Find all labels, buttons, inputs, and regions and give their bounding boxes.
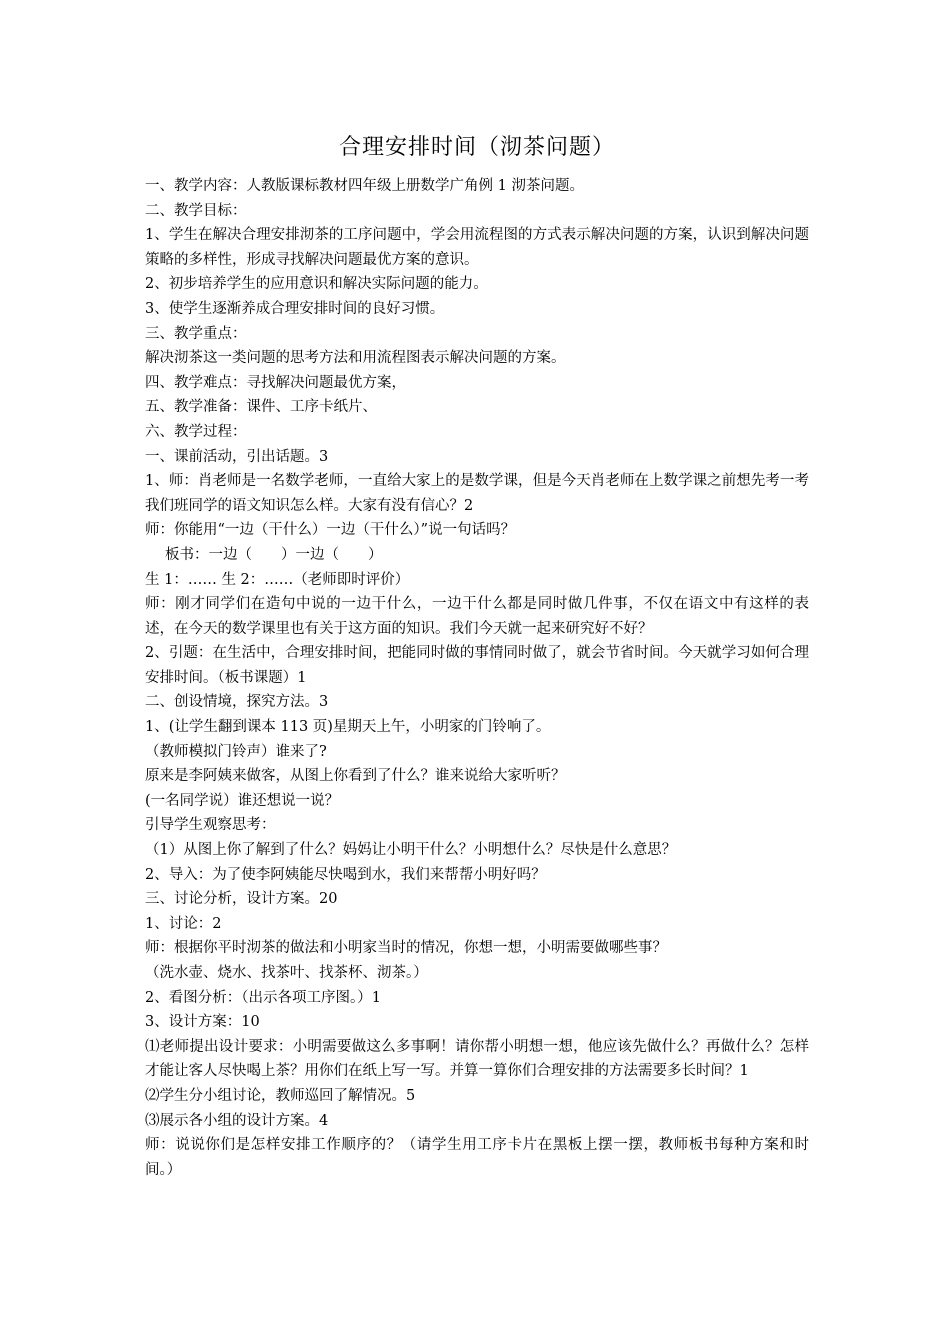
- process-paragraph: 师：说说你们是怎样安排工作顺序的？（请学生用工序卡片在黑板上摆一摆，教师板书每种方案和时间。）: [145, 1137, 809, 1178]
- document-title: 合理安排时间（沏茶问题）: [338, 135, 615, 160]
- process-paragraph: 1、师：肖老师是一名数学老师，一直给大家上的是数学课，但是今天肖老师在上数学课之前想先考一考我们班同学的语文知识怎么样。大家有没有信心？2: [145, 473, 809, 514]
- process-paragraph: ⑶展示各小组的设计方案。4: [145, 1112, 329, 1129]
- goal-item-3: 3、使学生逐渐养成合理安排时间的良好习惯。: [145, 300, 445, 317]
- section-difficulty: 四、教学难点：寻找解决问题最优方案，: [145, 374, 406, 391]
- section-key-points-heading: 三、教学重点：: [145, 325, 247, 342]
- goal-item-1: 1、学生在解决合理安排沏茶的工序问题中，学会用流程图的方式表示解决问题的方案，认识到解决问题策略的多样性，形成寻找解决问题最优方案的意识。: [145, 227, 809, 268]
- process-paragraph: (一名同学说）谁还想说一说？: [145, 792, 340, 809]
- process-step-3-heading: 三、讨论分析，设计方案。20: [145, 891, 338, 908]
- section-teaching-content: 一、教学内容：人教版课标教材四年级上册数学广角例 1 沏茶问题。: [145, 178, 584, 194]
- process-paragraph: 1、(让学生翻到课本 113 页)星期天上午，小明家的门铃响了。: [145, 719, 551, 736]
- process-paragraph: 引导学生观察思考：: [145, 817, 276, 834]
- process-paragraph: 师：刚才同学们在造句中说的一边干什么，一边干什么都是同时做几件事，不仅在语文中有这样的表述，在今天的数学课里也有关于这方面的知识。我们今天就一起来研究好不好？: [145, 596, 809, 637]
- process-paragraph: 1、讨论：2: [145, 915, 222, 932]
- section-teaching-goals-heading: 二、教学目标：: [145, 202, 247, 219]
- document-page: [145, 128, 809, 1182]
- process-paragraph: ⑵学生分小组讨论，教师巡回了解情况。5: [145, 1087, 416, 1104]
- key-points-text: 解决沏茶这一类问题的思考方法和用流程图表示解决问题的方案。: [145, 350, 566, 367]
- process-paragraph: 原来是李阿姨来做客，从图上你看到了什么？谁来说给大家听听？: [145, 768, 566, 785]
- process-paragraph: （教师模拟门铃声）谁来了?: [145, 743, 327, 760]
- process-step-1-heading: 一、课前活动，引出话题。3: [145, 448, 329, 465]
- goal-item-2: 2、初步培养学生的应用意识和解决实际问题的能力。: [145, 276, 488, 293]
- process-paragraph: ⑴老师提出设计要求：小明需要做这么多事啊！请你帮小明想一想，他应该先做什么？再做什么？怎样才能让客人尽快喝上茶？用你们在纸上写一写。并算一算你们合理安排的方法需要多长时间？1: [145, 1038, 809, 1080]
- blackboard-note: 板书：一边（ ）一边（ ）: [165, 546, 383, 563]
- process-paragraph: 生 1：…… 生 2：……（老师即时评价）: [145, 571, 410, 588]
- process-paragraph: 师：根据你平时沏茶的做法和小明家当时的情况，你想一想，小明需要做哪些事？: [145, 940, 667, 957]
- process-paragraph: 3、设计方案：10: [145, 1014, 260, 1031]
- section-process-heading: 六、教学过程：: [145, 423, 247, 440]
- process-paragraph: 2、引题：在生活中，合理安排时间，把能同时做的事情同时做了，就会节省时间。今天就学习如何合理安排时间。（板书课题）1: [145, 645, 809, 686]
- process-paragraph: 师：你能用“一边（干什么）一边（干什么）”说一句话吗？: [145, 522, 516, 539]
- section-preparation: 五、教学准备：课件、工序卡纸片、: [145, 399, 377, 416]
- process-paragraph: 2、导入：为了使李阿姨能尽快喝到水，我们来帮帮小明好吗？: [145, 866, 546, 883]
- process-paragraph: 2、看图分析：（出示各项工序图。）1: [145, 989, 381, 1006]
- process-step-2-heading: 二、创设情境，探究方法。3: [145, 694, 329, 711]
- process-paragraph: （洗水壶、烧水、找茶叶、找茶杯、沏茶。）: [145, 965, 428, 981]
- process-paragraph: （1）从图上你了解到了什么？妈妈让小明干什么？小明想什么？尽快是什么意思？: [145, 842, 677, 859]
